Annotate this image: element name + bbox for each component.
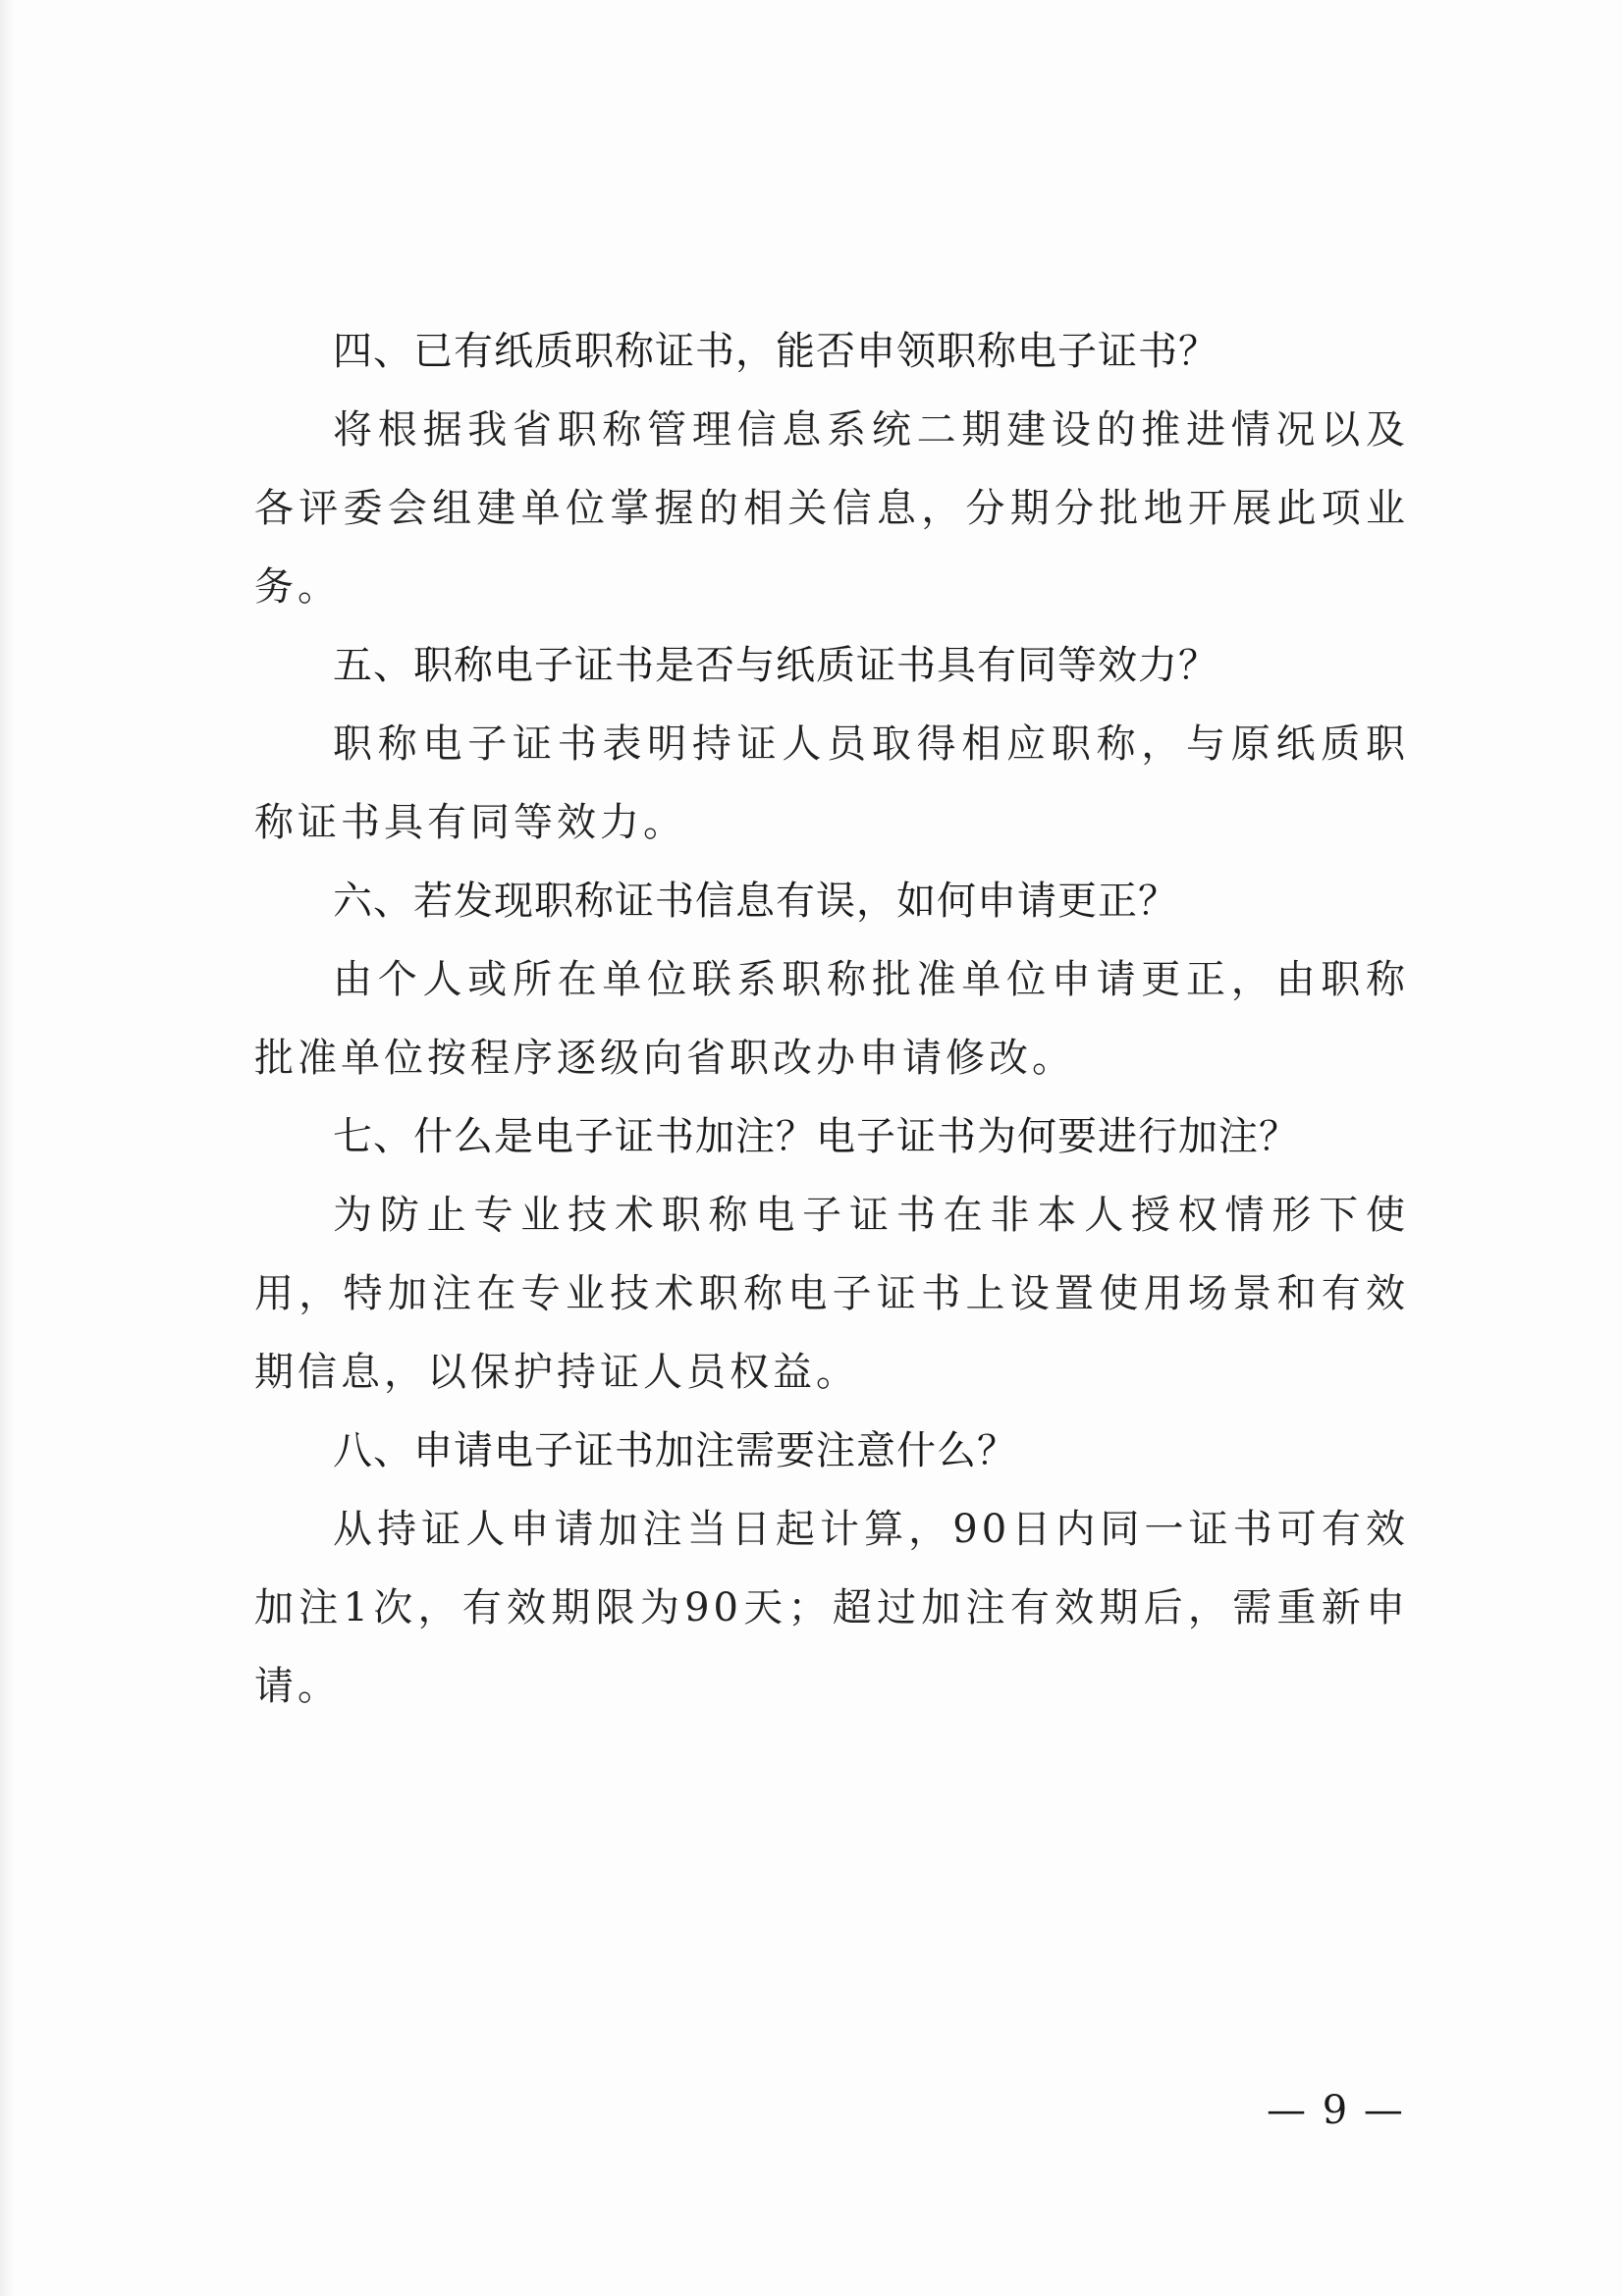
section-heading: 八、申请电子证书加注需要注意什么？ — [333, 1428, 1017, 1473]
section-heading: 五、职称电子证书是否与纸质证书具有同等效力？ — [333, 643, 1218, 688]
faq-section-5 — [254, 626, 1409, 862]
faq-section-8 — [254, 1412, 1409, 1726]
section-paragraph: 由个人或所在单位联系职称批准单位申请更正，由职称批准单位按程序逐级向省职改办申请修改。 — [254, 957, 1409, 1081]
scan-edge-shadow — [0, 0, 14, 2296]
page-body — [254, 312, 1409, 1726]
section-paragraph: 职称电子证书表明持证人员取得相应职称，与原纸质职称证书具有同等效力。 — [254, 721, 1409, 845]
section-heading: 四、已有纸质职称证书，能否申领职称电子证书？ — [333, 329, 1218, 374]
section-paragraph: 将根据我省职称管理信息系统二期建设的推进情况以及各评委会组建单位掌握的相关信息，分期分批地开展此项业务。 — [254, 407, 1409, 610]
section-heading: 七、什么是电子证书加注？电子证书为何要进行加注？ — [333, 1114, 1299, 1159]
faq-section-7 — [254, 1097, 1409, 1412]
faq-section-4 — [254, 312, 1409, 626]
section-heading: 六、若发现职称证书信息有误，如何申请更正？ — [333, 879, 1178, 924]
page-number: — 9 — — [1267, 2088, 1405, 2133]
section-paragraph: 为防止专业技术职称电子证书在非本人授权情形下使用，特加注在专业技术职称电子证书上设置使用场景和有效期信息，以保护持证人员权益。 — [254, 1193, 1409, 1395]
faq-section-6 — [254, 862, 1409, 1097]
section-paragraph: 从持证人申请加注当日起计算，90日内同一证书可有效加注1次，有效期限为90天；超过加注有效期后，需重新申请。 — [254, 1507, 1409, 1709]
